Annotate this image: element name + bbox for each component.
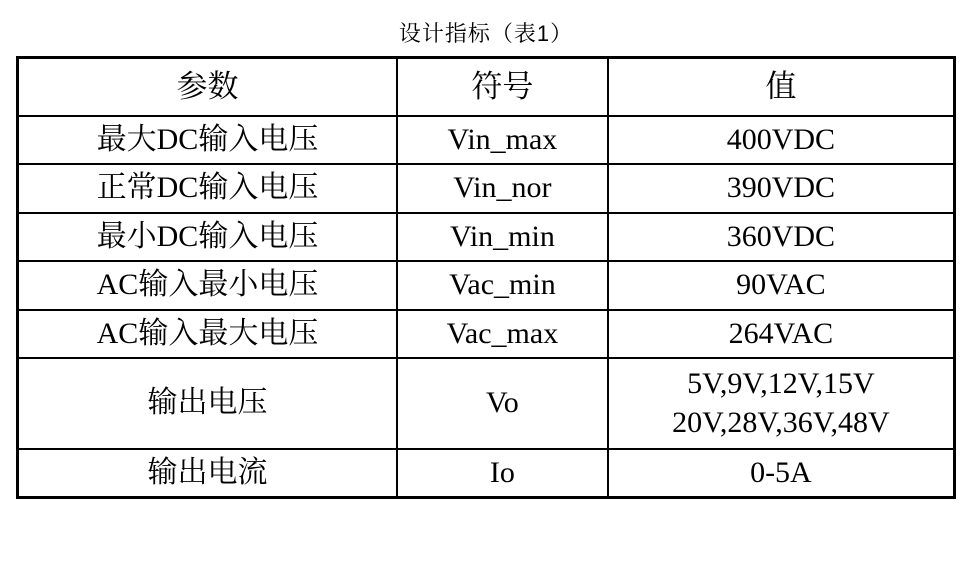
table-caption: 设计指标（表1） bbox=[398, 21, 574, 46]
cell-symbol: Vo bbox=[397, 358, 608, 449]
table-header-row bbox=[18, 58, 955, 116]
cell-value: 360VDC bbox=[608, 213, 955, 262]
cell-value: 400VDC bbox=[608, 116, 955, 165]
column-header-symbol: 符号 bbox=[397, 58, 608, 116]
cell-symbol: Vac_min bbox=[397, 261, 608, 310]
cell-value-line-1: 5V,9V,12V,15V bbox=[687, 367, 875, 401]
cell-symbol: Vin_max bbox=[397, 116, 608, 165]
cell-parameter: 最小DC输入电压 bbox=[18, 213, 397, 262]
table-row bbox=[18, 116, 955, 165]
cell-value: 0-5A bbox=[608, 449, 955, 498]
design-spec-table bbox=[16, 56, 956, 499]
cell-value-line-2: 20V,28V,36V,48V bbox=[672, 405, 890, 439]
cell-parameter: AC输入最小电压 bbox=[18, 261, 397, 310]
cell-symbol: Vin_nor bbox=[397, 164, 608, 213]
cell-parameter: 最大DC输入电压 bbox=[18, 116, 397, 165]
cell-value: 390VDC bbox=[608, 164, 955, 213]
cell-symbol: Vin_min bbox=[397, 213, 608, 262]
cell-symbol: Io bbox=[397, 449, 608, 498]
cell-parameter: 输出电流 bbox=[18, 449, 397, 498]
table-row bbox=[18, 449, 955, 498]
cell-value: 90VAC bbox=[608, 261, 955, 310]
column-header-value: 值 bbox=[608, 58, 955, 116]
column-header-parameter: 参数 bbox=[18, 58, 397, 116]
cell-parameter: 输出电压 bbox=[18, 358, 397, 449]
cell-parameter: 正常DC输入电压 bbox=[18, 164, 397, 213]
table-row bbox=[18, 213, 955, 262]
cell-value: 264VAC bbox=[608, 310, 955, 359]
cell-value bbox=[608, 358, 955, 449]
cell-symbol: Vac_max bbox=[397, 310, 608, 359]
table-row bbox=[18, 358, 955, 449]
table-row bbox=[18, 310, 955, 359]
table-row bbox=[18, 261, 955, 310]
table-row bbox=[18, 164, 955, 213]
cell-parameter: AC输入最大电压 bbox=[18, 310, 397, 359]
